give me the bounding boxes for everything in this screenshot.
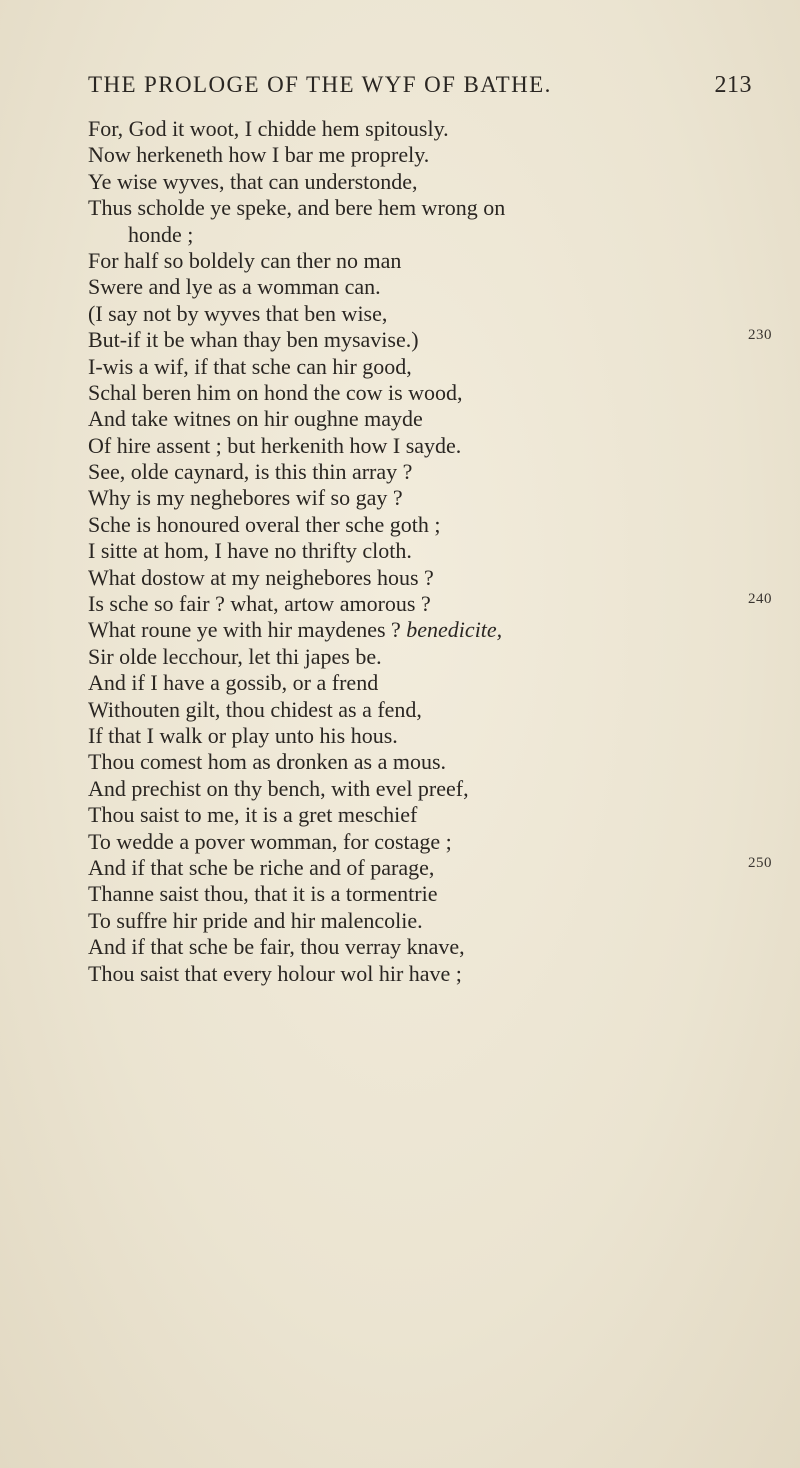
verse-line: Is sche so fair ? what, artow amorous ? — [88, 591, 431, 617]
verse-line: If that I walk or play unto his hous. — [88, 722, 398, 748]
verse-line — [88, 617, 708, 643]
verse-line: Sche is honoured overal ther sche goth ; — [88, 511, 441, 537]
verse-line: (I say not by wyves that ben wise, — [88, 300, 388, 326]
line-number-240: 240 — [748, 591, 772, 607]
verse-line: To wedde a pover womman, for costage ; — [88, 828, 452, 854]
verse-line: And take witnes on hir oughne mayde — [88, 406, 423, 432]
verse-line: And if that sche be fair, thou verray knave, — [88, 934, 465, 960]
page-number: 213 — [714, 72, 752, 98]
verse-line: For, God it woot, I chidde hem spitously. — [88, 116, 449, 141]
verse-block — [88, 116, 708, 987]
running-head — [88, 72, 752, 99]
italic-word: benedicite, — [406, 617, 503, 643]
line-number-250: 250 — [748, 855, 772, 871]
verse-line: What dostow at my neighebores hous ? — [88, 564, 434, 590]
verse-line: But-if it be whan thay ben mysavise.) — [88, 327, 419, 353]
verse-line-text: What roune ye with hir maydenes ? — [88, 617, 401, 643]
verse-line: Withouten gilt, thou chidest as a fend, — [88, 696, 422, 722]
verse-line: Schal beren him on hond the cow is wood, — [88, 379, 463, 405]
verse-line: Sir olde lecchour, let thi japes be. — [88, 643, 382, 669]
verse-line: Thus scholde ye speke, and bere hem wrong on — [88, 195, 506, 221]
verse-line: I-wis a wif, if that sche can hir good, — [88, 353, 412, 379]
verse-line: Thanne saist thou, that it is a tormentrie — [88, 881, 438, 907]
verse-line: Now herkeneth how I bar me proprely. — [88, 142, 430, 168]
running-title: THE PROLOGE OF THE WYF OF BATHE. — [88, 72, 552, 97]
verse-line: Swere and lye as a womman can. — [88, 274, 381, 300]
verse-line: To suffre hir pride and hir malencolie. — [88, 907, 423, 933]
line-number-230: 230 — [748, 327, 772, 343]
verse-line: Ye wise wyves, that can understonde, — [88, 168, 418, 194]
verse-line: Of hire assent ; but herkenith how I sayde. — [88, 432, 462, 458]
verse-line: Thou saist that every holour wol hir have ; — [88, 960, 462, 986]
verse-line: For half so boldely can ther no man — [88, 247, 402, 273]
verse-line: Thou comest hom as dronken as a mous. — [88, 749, 447, 775]
verse-line: And prechist on thy bench, with evel preef, — [88, 775, 469, 801]
verse-line: And if I have a gossib, or a frend — [88, 670, 379, 696]
verse-line: See, olde caynard, is this thin array ? — [88, 459, 413, 485]
verse-line: Thou saist to me, it is a gret meschief — [88, 802, 418, 828]
verse-line: And if that sche be riche and of parage, — [88, 854, 435, 880]
verse-line-continuation: honde ; — [128, 221, 194, 247]
verse-line: Why is my neghebores wif so gay ? — [88, 485, 403, 511]
verse-line: I sitte at hom, I have no thrifty cloth. — [88, 538, 412, 564]
